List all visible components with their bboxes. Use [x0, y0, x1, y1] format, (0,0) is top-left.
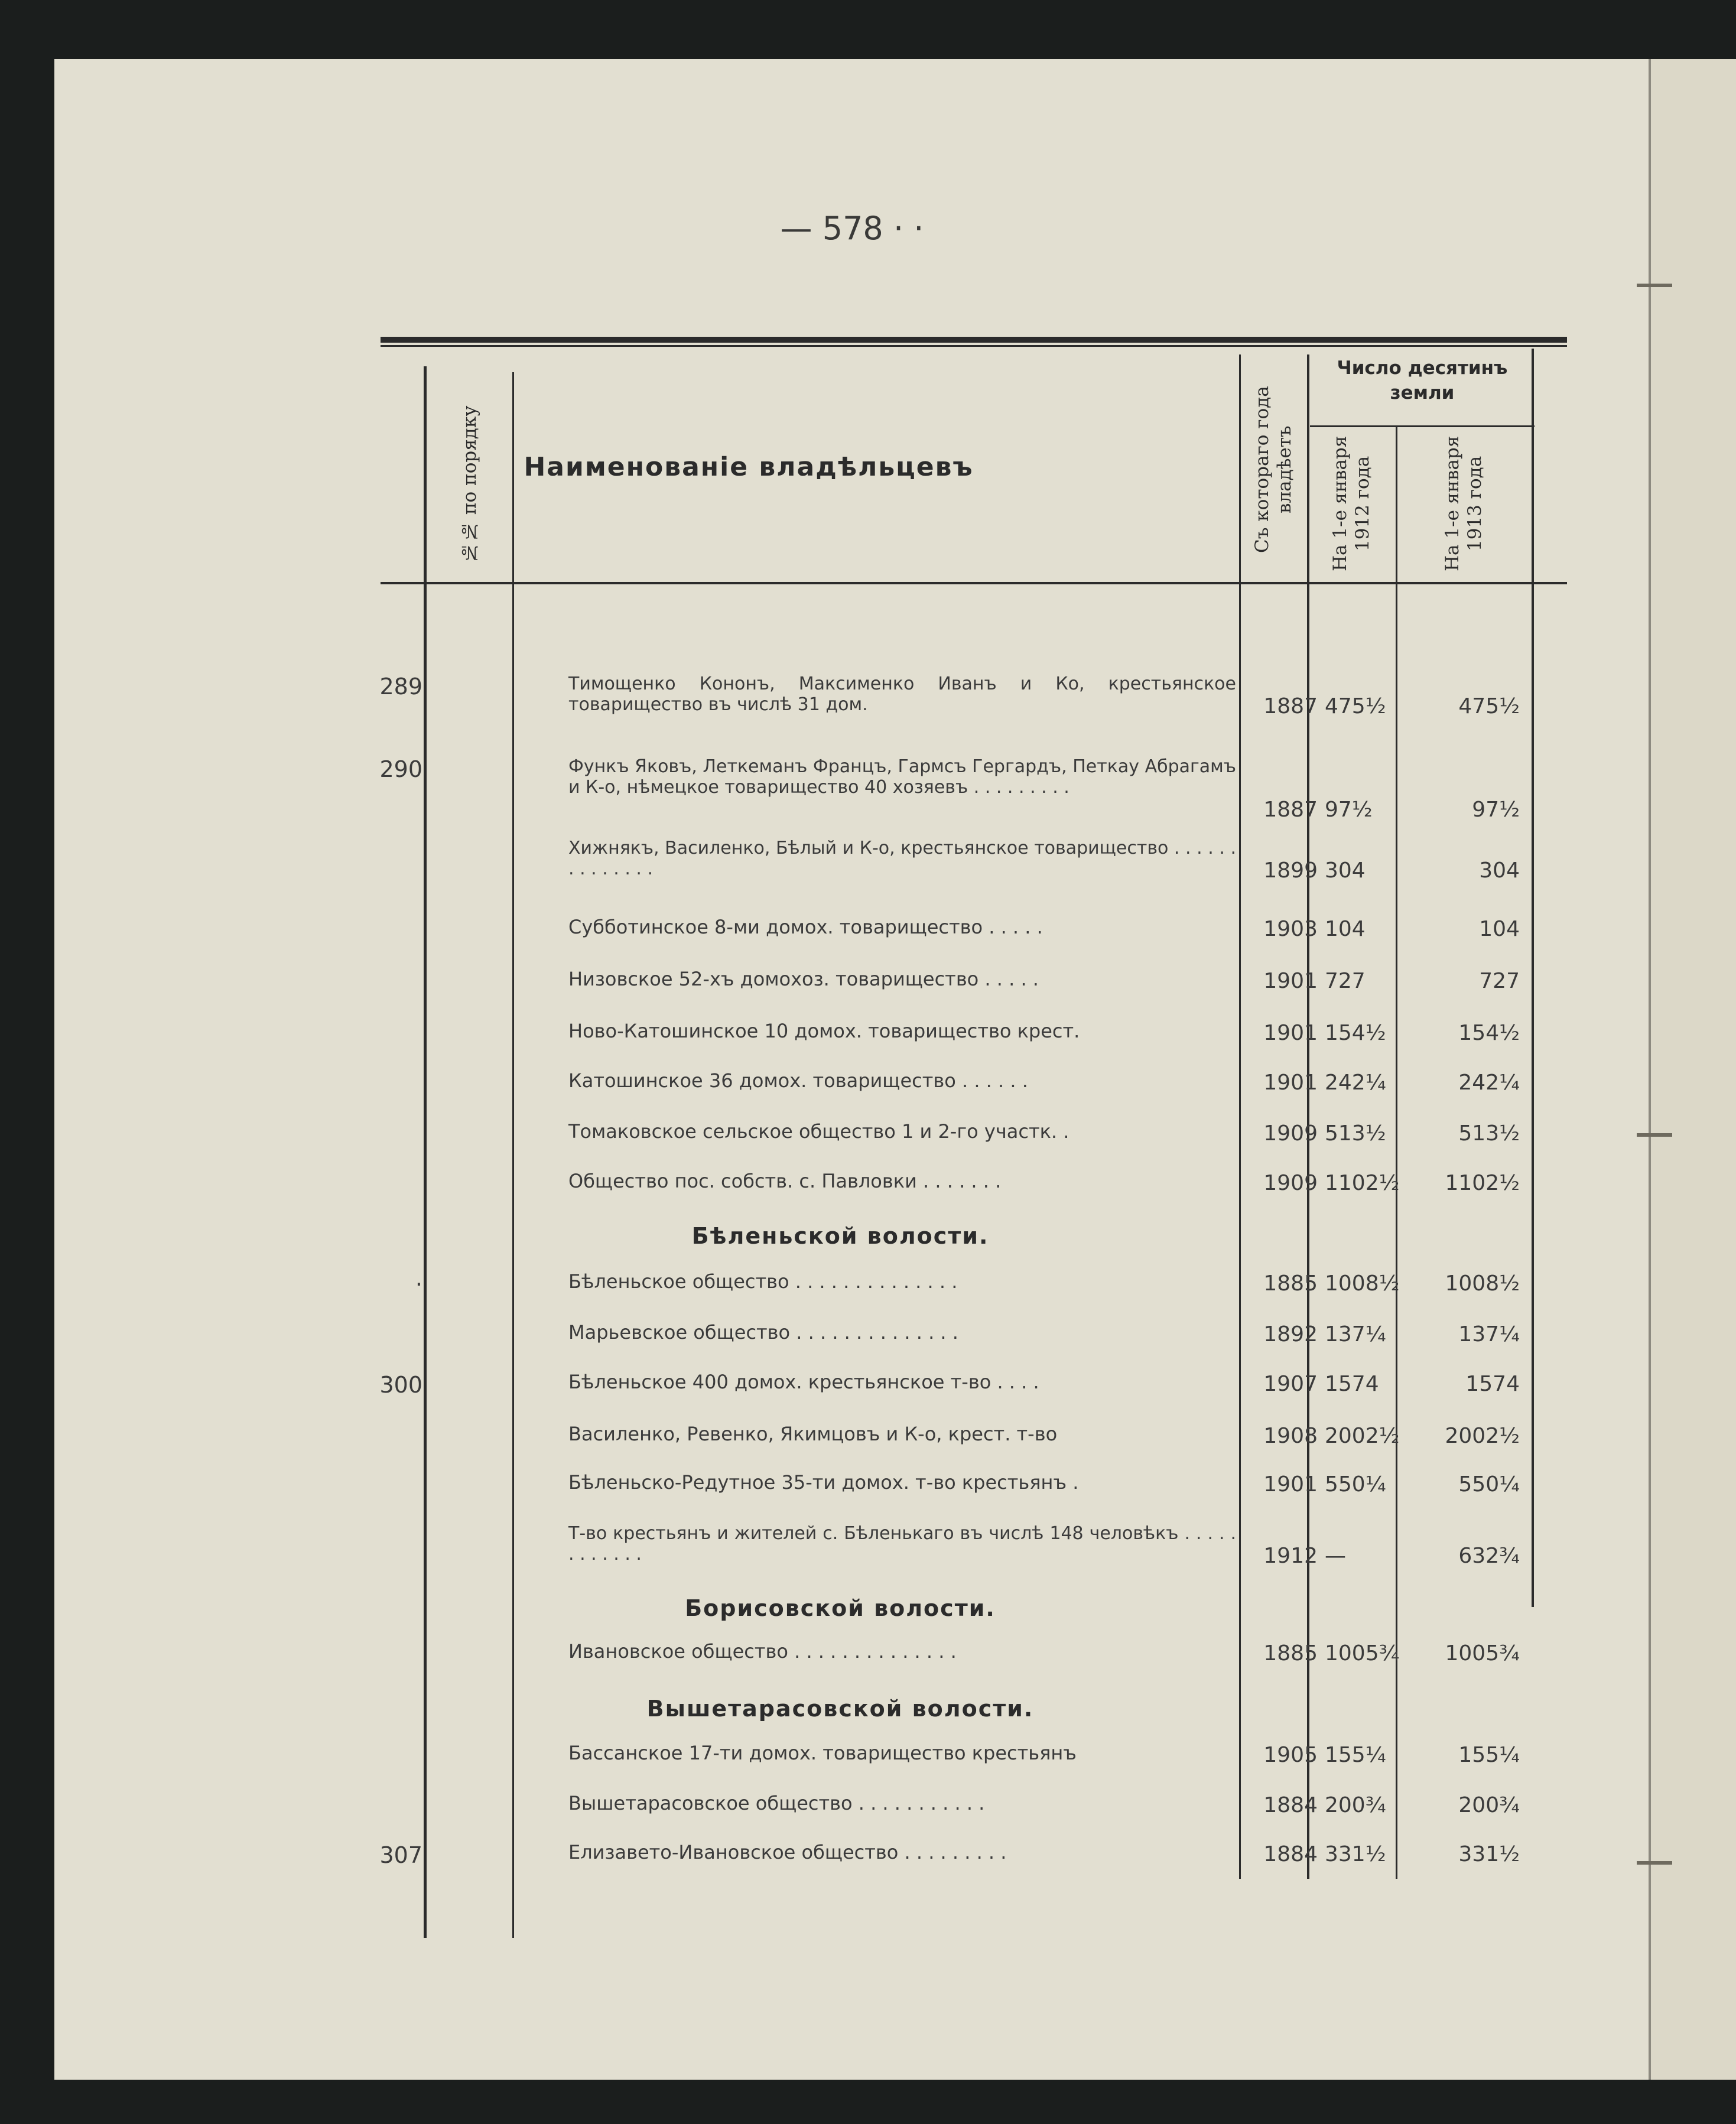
area-1913: 97½ — [1472, 798, 1520, 822]
area-1912: 304 — [1325, 858, 1366, 883]
book-page — [54, 59, 1650, 2080]
year-owned: 1912 — [1263, 1544, 1318, 1568]
area-1912: 727 — [1325, 969, 1366, 993]
owner-name: Субботинское 8-ми домох. товарищество . . . . . — [568, 916, 1043, 938]
area-1913: 304 — [1479, 858, 1520, 883]
year-owned: 1908 — [1263, 1424, 1318, 1448]
row-number: 307 — [379, 1842, 422, 1868]
year-owned: 1885 — [1263, 1641, 1318, 1666]
owner-name: Бассанское 17-ти домох. товарищество крестьянъ — [568, 1742, 1077, 1764]
area-1912: 104 — [1325, 917, 1366, 941]
header-number: №№ по порядку — [459, 405, 480, 564]
owner-name: Т-во крестьянъ и жителей с. Бѣленькаго въ числѣ 148 человѣкъ . . . . . . . . . . . . — [568, 1523, 1236, 1564]
area-1913: 200¾ — [1458, 1793, 1520, 1817]
owner-name: Томаковское сельское общество 1 и 2-го участк. . — [568, 1120, 1069, 1143]
right-border — [1532, 349, 1534, 1607]
owner-name: Елизавето-Ивановское общество . . . . . . . . . — [568, 1841, 1007, 1863]
header-rule — [381, 345, 1567, 347]
area-1912: 475½ — [1325, 694, 1386, 718]
row-number: 300 — [379, 1372, 422, 1398]
year-owned: 1901 — [1263, 1071, 1318, 1095]
header-year: Съ котораго года владѣетъ — [1251, 386, 1295, 554]
year-owned: 1884 — [1263, 1842, 1318, 1866]
row-number: · — [415, 1271, 422, 1297]
area-1913: 632¾ — [1458, 1544, 1520, 1568]
area-1912: 97½ — [1325, 798, 1373, 822]
area-1912: 513½ — [1325, 1121, 1386, 1146]
area-1912: 242¼ — [1325, 1071, 1386, 1095]
year-owned: 1901 — [1263, 1021, 1318, 1045]
owner-name: Тимощенко Кононъ, Максименко Иванъ и Ко, крестьянское товарищество въ числѣ 31 дом. — [568, 674, 1236, 715]
owner-name: Марьевское общество . . . . . . . . . . . . . . — [568, 1321, 958, 1344]
area-1913: 550¼ — [1458, 1472, 1520, 1497]
header-name: Наименованіе владѣльцевъ — [524, 452, 974, 482]
subheader-rule — [1310, 425, 1535, 427]
row-number: 289 — [379, 674, 422, 700]
top-rule — [381, 337, 1567, 343]
owner-name: Функъ Яковъ, Леткеманъ Францъ, Гармсъ Гергардъ, Петкау Абрагамъ и К-о, нѣмецкое товарищество 40 хозяевъ . . . . . . . . . — [568, 756, 1236, 798]
year-owned: 1885 — [1263, 1271, 1318, 1296]
header-1912: На 1-е января 1912 года — [1329, 435, 1373, 572]
area-1913: 104 — [1479, 917, 1520, 941]
binding-thread — [1637, 1133, 1672, 1137]
owner-name: Василенко, Ревенко, Якимцовъ и К-о, крест. т-во — [568, 1423, 1058, 1445]
owner-name: Низовское 52-хъ домохоз. товарищество . . . . . — [568, 968, 1039, 990]
year-owned: 1884 — [1263, 1793, 1318, 1817]
year-owned: 1903 — [1263, 917, 1318, 941]
owner-name: Хижнякъ, Василенко, Бѣлый и К-о, крестьянское товарищество . . . . . . . . . . . . . . — [568, 838, 1236, 879]
area-1913: 137¼ — [1458, 1322, 1520, 1346]
header-land-group: Число десятинъ земли — [1337, 357, 1508, 404]
area-1913: 1005¾ — [1445, 1641, 1520, 1666]
area-1912: 1008½ — [1325, 1271, 1400, 1296]
area-1913: 513½ — [1458, 1121, 1520, 1146]
owner-name: Общество пос. собств. с. Павловки . . . . . . . — [568, 1170, 1002, 1192]
year-owned: 1892 — [1263, 1322, 1318, 1346]
binding-thread — [1637, 284, 1672, 287]
area-1912: 137¼ — [1325, 1322, 1386, 1346]
area-1912: 155¼ — [1325, 1743, 1386, 1767]
binding-thread — [1637, 1861, 1672, 1865]
area-1913: 727 — [1479, 969, 1520, 993]
header-1913: На 1-е января 1913 года — [1442, 435, 1485, 572]
area-1913: 154½ — [1458, 1021, 1520, 1045]
land-owners-table — [326, 337, 1567, 1938]
year-owned: 1907 — [1263, 1372, 1318, 1396]
area-1912: 154½ — [1325, 1021, 1386, 1045]
owner-name: Ново-Катошинское 10 домох. товарищество крест. — [568, 1020, 1080, 1042]
area-1912: 1102½ — [1325, 1171, 1400, 1195]
year-owned: 1905 — [1263, 1743, 1318, 1767]
owner-name: Ивановское общество . . . . . . . . . . . . . . — [568, 1640, 957, 1663]
area-1912: 2002½ — [1325, 1424, 1400, 1448]
year-owned: 1899 — [1263, 858, 1318, 883]
year-owned: 1909 — [1263, 1121, 1318, 1146]
area-1912: — — [1325, 1544, 1346, 1568]
owner-name: Катошинское 36 домох. товарищество . . . . . . — [568, 1069, 1028, 1092]
area-1913: 155¼ — [1458, 1743, 1520, 1767]
year-owned: 1901 — [1263, 969, 1318, 993]
area-1913: 1574 — [1465, 1372, 1520, 1396]
owner-name: Бѣленьско-Редутное 35-ти домох. т-во крестьянъ . — [568, 1471, 1079, 1494]
area-1912: 1005¾ — [1325, 1641, 1400, 1666]
owner-name: Бѣленьское 400 домох. крестьянское т-во . . . . — [568, 1371, 1039, 1393]
area-1912: 550¼ — [1325, 1472, 1386, 1497]
row-number: 290 — [379, 756, 422, 782]
area-1913: 1102½ — [1445, 1171, 1520, 1195]
year-owned: 1901 — [1263, 1472, 1318, 1497]
year-owned: 1909 — [1263, 1171, 1318, 1195]
area-1913: 1008½ — [1445, 1271, 1520, 1296]
area-1913: 475½ — [1458, 694, 1520, 718]
section-heading: Борисовской волости. — [685, 1595, 996, 1621]
area-1913: 331½ — [1458, 1842, 1520, 1866]
area-1912: 1574 — [1325, 1372, 1379, 1396]
area-1912: 200¾ — [1325, 1793, 1386, 1817]
owner-name: Вышетарасовское общество . . . . . . . . . . . — [568, 1792, 985, 1814]
header-bottom-rule — [381, 582, 1567, 584]
owner-name: Бѣленьское общество . . . . . . . . . . . . . . — [568, 1270, 958, 1293]
year-owned: 1887 — [1263, 798, 1318, 822]
section-heading: Вышетарасовской волости. — [646, 1696, 1034, 1722]
next-page-edge — [1649, 59, 1736, 2080]
area-1913: 242¼ — [1458, 1071, 1520, 1095]
area-1913: 2002½ — [1445, 1424, 1520, 1448]
year-owned: 1887 — [1263, 694, 1318, 718]
area-1912: 331½ — [1325, 1842, 1386, 1866]
page-number: — 578 · · — [780, 210, 924, 247]
section-heading: Бѣленьской волости. — [691, 1223, 989, 1249]
